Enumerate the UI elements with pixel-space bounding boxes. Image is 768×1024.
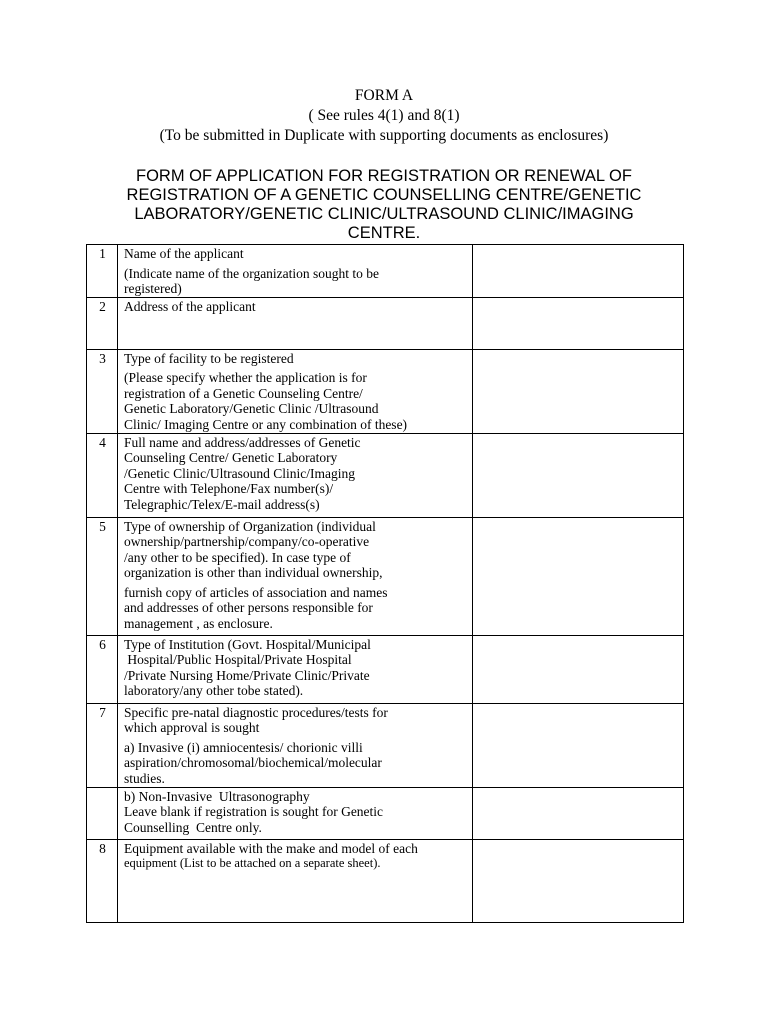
field-label: Hospital/Public Hospital/Private Hospital — [124, 652, 352, 667]
field-label: b) Non-Invasive Ultrasonography — [124, 788, 310, 804]
field-description — [118, 787, 473, 839]
field-note: and addresses of other persons responsible for — [124, 600, 373, 615]
table-row — [87, 245, 684, 298]
table-row — [87, 517, 684, 635]
form-header — [60, 86, 708, 146]
table-row — [87, 349, 684, 433]
field-label: /Private Nursing Home/Private Clinic/Private — [124, 667, 370, 683]
field-label: /any other to be specified). In case type of — [124, 549, 351, 565]
table-row — [87, 703, 684, 787]
title-line: LABORATORY/GENETIC CLINIC/ULTRASOUND CLINIC/IMAGING — [134, 205, 634, 223]
row-number: 1 — [87, 245, 118, 298]
table-row — [87, 297, 684, 349]
field-description — [118, 433, 473, 517]
field-label: Counseling Centre/ Genetic Laboratory — [124, 450, 338, 465]
field-note: management , as enclosure. — [124, 615, 273, 631]
field-description — [118, 517, 473, 635]
field-note: Clinic/ Imaging Centre or any combination of these) — [124, 416, 408, 432]
field-note: Genetic Laboratory/Genetic Clinic /Ultrasound — [124, 401, 379, 416]
field-label: which approval is sought — [124, 720, 260, 735]
table-row — [87, 787, 684, 839]
field-label: equipment (List to be attached on a separate sheet). — [124, 856, 381, 870]
row-number: 5 — [87, 517, 118, 635]
field-note: aspiration/chromosomal/biochemical/molecular — [124, 755, 382, 770]
field-note: (Indicate name of the organization sought to be — [124, 265, 380, 281]
field-label: Full name and address/addresses of Genetic — [124, 434, 361, 450]
field-label: Type of ownership of Organization (individual — [124, 518, 376, 534]
form-title — [98, 167, 670, 243]
field-label: Telegraphic/Telex/E-mail address(s) — [124, 496, 320, 512]
field-label: laboratory/any other tobe stated). — [124, 683, 304, 698]
submission-note: (To be submitted in Duplicate with supporting documents as enclosures) — [159, 127, 609, 144]
title-line: REGISTRATION OF A GENETIC COUNSELLING CENTRE/GENETIC — [126, 186, 642, 204]
table-row — [87, 433, 684, 517]
field-label: Counselling Centre only. — [124, 819, 262, 835]
answer-cell[interactable] — [473, 839, 684, 922]
field-label: Address of the applicant — [124, 298, 256, 314]
field-note: registered) — [124, 281, 182, 296]
table-row — [87, 839, 684, 922]
row-number — [87, 787, 118, 839]
answer-cell[interactable] — [473, 787, 684, 839]
field-description — [118, 703, 473, 787]
field-note: studies. — [124, 770, 165, 786]
answer-cell[interactable] — [473, 433, 684, 517]
field-label: Equipment available with the make and model of each — [124, 840, 418, 856]
field-label: Name of the applicant — [124, 246, 244, 261]
field-label: ownership/partnership/company/co-operative — [124, 534, 370, 549]
table-row — [87, 635, 684, 703]
field-note: a) Invasive (i) amniocentesis/ chorionic villi — [124, 739, 363, 755]
field-description — [118, 635, 473, 703]
answer-cell[interactable] — [473, 703, 684, 787]
row-number: 3 — [87, 349, 118, 433]
row-number: 2 — [87, 297, 118, 349]
answer-cell[interactable] — [473, 517, 684, 635]
field-description — [118, 245, 473, 298]
row-number: 7 — [87, 703, 118, 787]
field-note: (Please specify whether the application is for — [124, 370, 367, 385]
field-description — [118, 297, 473, 349]
application-form-table — [86, 244, 684, 923]
title-line: FORM OF APPLICATION FOR REGISTRATION OR RENEWAL OF — [136, 167, 632, 185]
field-note: furnish copy of articles of association and names — [124, 584, 388, 600]
field-label: organization is other than individual ownership, — [124, 565, 383, 580]
field-label: Leave blank if registration is sought for Genetic — [124, 804, 384, 819]
field-label: /Genetic Clinic/Ultrasound Clinic/Imaging — [124, 465, 355, 481]
answer-cell[interactable] — [473, 349, 684, 433]
form-name: FORM A — [354, 87, 414, 104]
field-label: Specific pre-natal diagnostic procedures/tests for — [124, 704, 388, 720]
rules-reference: ( See rules 4(1) and 8(1) — [308, 107, 460, 124]
field-label: Centre with Telephone/Fax number(s)/ — [124, 481, 334, 496]
answer-cell[interactable] — [473, 245, 684, 298]
answer-cell[interactable] — [473, 297, 684, 349]
row-number: 6 — [87, 635, 118, 703]
field-description — [118, 839, 473, 922]
title-line: CENTRE. — [347, 224, 421, 242]
field-note: registration of a Genetic Counseling Centre/ — [124, 385, 363, 401]
field-label: Type of Institution (Govt. Hospital/Municipal — [124, 636, 371, 652]
answer-cell[interactable] — [473, 635, 684, 703]
row-number: 8 — [87, 839, 118, 922]
row-number: 4 — [87, 433, 118, 517]
field-description — [118, 349, 473, 433]
field-label: Type of facility to be registered — [124, 350, 294, 366]
